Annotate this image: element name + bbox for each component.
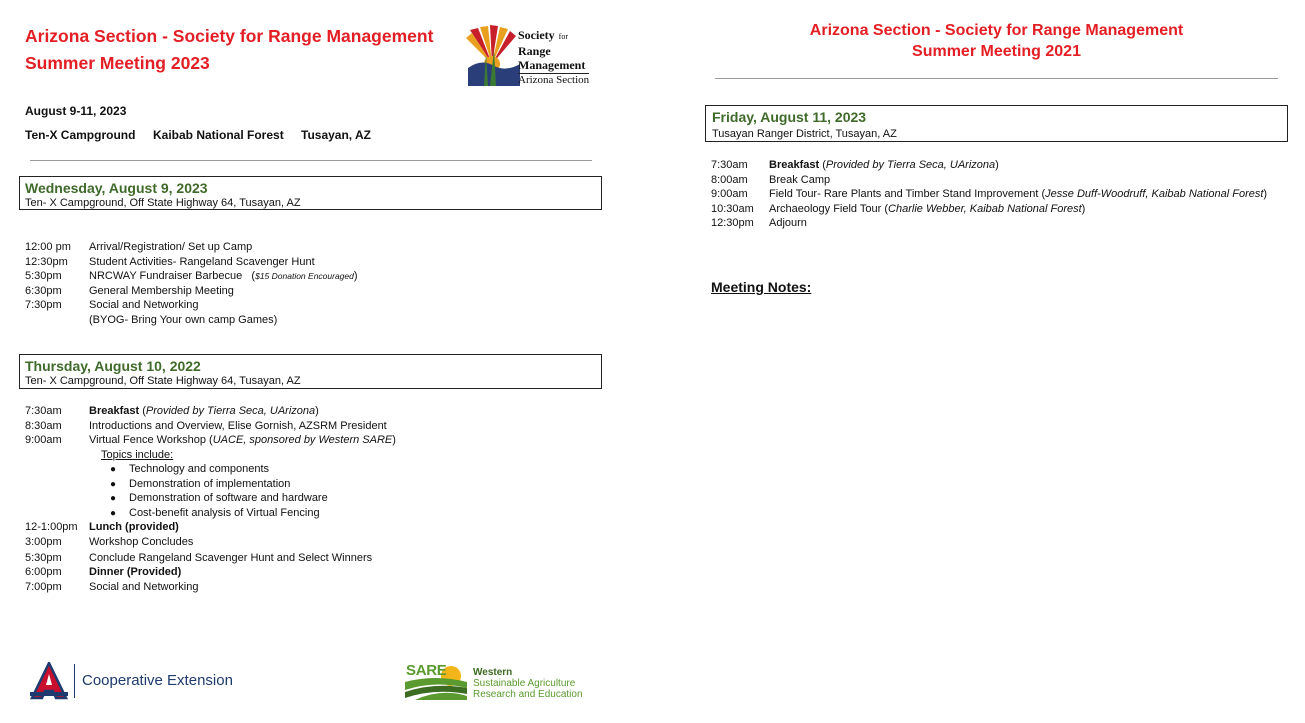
schedule-activity: Social and Networking bbox=[89, 299, 199, 311]
activity-bold: Lunch (provided) bbox=[89, 521, 179, 533]
activity-text: Field Tour- Rare Plants and Timber Stand Improvement bbox=[769, 188, 1039, 200]
schedule-time: 3:00pm bbox=[25, 535, 62, 548]
schedule-time: 9:00am bbox=[711, 188, 748, 200]
schedule-time: 12-1:00pm bbox=[25, 521, 78, 533]
schedule-activity: Field Tour- Rare Plants and Timber Stand Improvement (Jesse Duff-Woodruff, Kaibab National Forest) bbox=[769, 188, 1268, 200]
ua-logo-text: Cooperative Extension bbox=[82, 672, 233, 689]
topic-text: Demonstration of software and hardware bbox=[129, 492, 328, 504]
meeting-dates: August 9-11, 2023 bbox=[25, 104, 127, 118]
meeting-town: Tusayan, AZ bbox=[301, 128, 372, 142]
sare-line2: Sustainable Agriculture bbox=[473, 678, 576, 689]
schedule-time: 7:30am bbox=[25, 405, 62, 417]
list-item bbox=[110, 462, 269, 477]
list-item bbox=[110, 506, 320, 521]
right-title-line1: Arizona Section - Society for Range Management bbox=[809, 22, 1184, 39]
schedule-activity: NRCWAY Fundraiser Barbecue ($15 Donation Encouraged) bbox=[89, 270, 358, 282]
schedule-activity: Conclude Rangeland Scavenger Hunt and Select Winners bbox=[89, 551, 373, 564]
activity-bold: Breakfast bbox=[89, 405, 140, 417]
wednesday-location: Ten- X Campground, Off State Highway 64, Tusayan, AZ bbox=[25, 197, 301, 209]
topics-label: Topics include: bbox=[101, 449, 174, 461]
western-sare-logo bbox=[405, 664, 605, 704]
left-divider bbox=[30, 160, 592, 161]
sare-line3: Research and Education bbox=[473, 689, 583, 700]
schedule-time: 6:30pm bbox=[25, 284, 62, 297]
schedule-activity: Breakfast (Provided by Tierra Seca, UArizona) bbox=[769, 159, 999, 171]
srm-line1-for: for bbox=[558, 32, 568, 41]
activity-text: Virtual Fence Workshop bbox=[89, 434, 206, 446]
topic-text: Technology and components bbox=[129, 463, 270, 475]
wednesday-title: Wednesday, August 9, 2023 bbox=[25, 180, 208, 196]
activity-note: $15 Donation Encouraged bbox=[255, 271, 354, 281]
schedule-activity: Archaeology Field Tour (Charlie Webber, Kaibab National Forest) bbox=[769, 202, 1086, 215]
srm-line1: Society bbox=[518, 28, 555, 42]
srm-line2: Range bbox=[518, 44, 551, 58]
topic-text: Demonstration of implementation bbox=[129, 477, 291, 490]
schedule-activity: Social and Networking bbox=[89, 580, 199, 593]
meeting-forest: Kaibab National Forest bbox=[153, 128, 284, 142]
bullet-icon: ● bbox=[110, 507, 117, 519]
activity-bold: Dinner (Provided) bbox=[89, 566, 182, 578]
activity-note: Jesse Duff-Woodruff, Kaibab National Forest bbox=[1045, 188, 1264, 200]
wednesday-schedule bbox=[25, 240, 585, 330]
ua-cooperative-extension-logo bbox=[30, 661, 250, 701]
schedule-time: 12:30pm bbox=[25, 255, 68, 268]
srm-line4: Arizona Section bbox=[518, 74, 590, 86]
meeting-campground: Ten-X Campground bbox=[25, 128, 136, 142]
right-page-title bbox=[715, 20, 1278, 62]
schedule-time: 12:00 pm bbox=[25, 241, 71, 253]
bullet-icon: ● bbox=[110, 493, 117, 504]
activity-bold: Breakfast bbox=[769, 159, 820, 171]
wednesday-header-box bbox=[19, 176, 602, 210]
topic-text: Cost-benefit analysis of Virtual Fencing bbox=[129, 506, 320, 519]
ua-logo-divider bbox=[74, 664, 75, 698]
activity-note: UACE, sponsored by Western SARE bbox=[212, 434, 393, 446]
friday-header-box bbox=[705, 105, 1288, 142]
sare-text bbox=[473, 667, 583, 700]
schedule-time: 7:00pm bbox=[25, 580, 62, 593]
schedule-activity: Student Activities- Rangeland Scavenger Hunt bbox=[89, 255, 315, 268]
list-item bbox=[110, 477, 290, 492]
schedule-activity: Break Camp bbox=[769, 173, 831, 186]
schedule-activity: Arrival/Registration/ Set up Camp bbox=[89, 241, 253, 253]
schedule-time: 5:30pm bbox=[25, 270, 62, 282]
schedule-time: 7:30pm bbox=[25, 299, 62, 311]
friday-title: Friday, August 11, 2023 bbox=[712, 109, 867, 125]
thursday-location: Ten- X Campground, Off State Highway 64, Tusayan, AZ bbox=[25, 375, 301, 387]
srm-sunburst-icon bbox=[464, 24, 522, 88]
friday-schedule bbox=[711, 158, 1291, 233]
ua-block-a-icon bbox=[30, 662, 68, 700]
schedule-activity: Adjourn bbox=[769, 217, 807, 229]
activity-note: Charlie Webber, Kaibab National Forest bbox=[888, 202, 1082, 215]
list-item bbox=[110, 491, 328, 506]
right-divider bbox=[715, 78, 1278, 79]
schedule-activity: (BYOG- Bring Your own camp Games) bbox=[89, 313, 278, 326]
sare-word: SARE bbox=[406, 662, 447, 679]
schedule-activity bbox=[89, 520, 179, 534]
schedule-time: 9:00am bbox=[25, 434, 62, 446]
activity-text: Archaeology Field Tour bbox=[769, 202, 882, 215]
thursday-header-box bbox=[19, 354, 602, 389]
sare-line1: Western bbox=[473, 667, 513, 678]
schedule-activity: Breakfast (Provided by Tierra Seca, UArizona) bbox=[89, 405, 319, 417]
schedule-activity: Workshop Concludes bbox=[89, 535, 194, 548]
schedule-time: 6:00pm bbox=[25, 566, 62, 578]
meeting-notes-heading: Meeting Notes: bbox=[711, 279, 812, 295]
schedule-time: 10:30am bbox=[711, 202, 754, 215]
bullet-icon: ● bbox=[110, 464, 117, 475]
left-page-title bbox=[25, 23, 433, 77]
right-title-line2: Summer Meeting 2021 bbox=[912, 43, 1081, 60]
srm-logo bbox=[464, 24, 602, 90]
schedule-activity: Introductions and Overview, Elise Gornish, AZSRM President bbox=[89, 419, 387, 432]
bullet-icon: ● bbox=[110, 478, 117, 490]
srm-line3: Management bbox=[518, 58, 586, 72]
schedule-time: 8:30am bbox=[25, 419, 62, 432]
schedule-activity: General Membership Meeting bbox=[89, 284, 234, 297]
schedule-activity bbox=[89, 565, 181, 579]
schedule-time: 5:30pm bbox=[25, 551, 62, 564]
friday-location: Tusayan Ranger District, Tusayan, AZ bbox=[712, 128, 897, 140]
left-title-line2: Summer Meeting 2023 bbox=[25, 53, 210, 73]
schedule-time: 7:30am bbox=[711, 159, 748, 171]
thursday-title: Thursday, August 10, 2022 bbox=[25, 358, 201, 374]
activity-text: NRCWAY Fundraiser Barbecue bbox=[89, 270, 243, 282]
activity-note: Provided by Tierra Seca, UArizona bbox=[145, 405, 316, 417]
activity-note: Provided by Tierra Seca, UArizona bbox=[825, 159, 996, 171]
schedule-activity: Virtual Fence Workshop (UACE, sponsored by Western SARE) bbox=[89, 434, 396, 446]
schedule-time: 8:00am bbox=[711, 173, 748, 186]
schedule-time: 12:30pm bbox=[711, 217, 754, 229]
left-title-line1: Arizona Section - Society for Range Management bbox=[25, 26, 434, 46]
